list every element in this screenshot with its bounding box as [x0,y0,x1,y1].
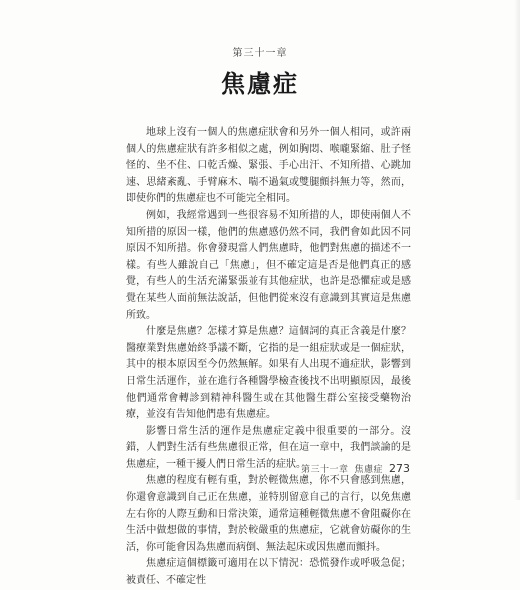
paragraph: 焦慮的程度有輕有重，對於輕微焦慮，你不只會感到焦慮，你還會意識到自己正在焦慮，並特別留意自己的言行，以免焦慮左右你的人際互動和日常決策，通常這種輕微焦慮不會阻礙你在生活中做想做的事情，對於較嚴重的焦慮症，它就會妨礙你的生活，你可能會因為焦慮而病倒、無法起床或因焦慮而顫抖。 [126,475,411,553]
chapter-number: 第三十一章 [232,48,288,59]
footer-chapter-title: 焦慮症 [354,465,383,475]
page-footer [301,462,410,475]
paragraph: 影響日常生活的運作是焦慮症定義中很重要的一部分。沒錯，人們對生活有些焦慮很正常，但在這一章中，我們談論的是焦慮症，一種干擾人們日常生活的症狀。 [126,425,411,470]
chapter-title: 焦慮症 [221,69,299,98]
paragraph: 例如，我經常遇到一些很容易不知所措的人，即使兩個人不知所措的原因一樣，他們的焦慮感仍然不同，我們會如此因不同原因不知所措。你會發現當人們焦慮時，他們對焦慮的描述不一樣。有些人雖說自己「焦慮」，但不確定這是否是他們真正的感覺，有些人的生活充滿緊張並有其他症狀，也許是恐懼症或是感覺在某些人面前無法說話，但他們從來沒有意識到其實這是焦慮所致。 [126,209,411,321]
page-number: 273 [389,462,410,475]
paragraph: 焦慮症這個標籤可適用在以下情況：恐慌發作或呼吸急促；被責任、不確定性 [126,558,411,587]
paragraph: 什麼是焦慮？怎樣才算是焦慮？這個詞的真正含義是什麼？醫療業對焦慮始終爭議不斷，它指的是一組症狀或是一個症狀，其中的根本原因至今仍然無解。如果有人出現不適症狀，影響到日常生活運作，並在進行各種醫學檢查後找不出明顯原因，最後他們通常會轉診到精神科醫生或在其他醫生群公室接受藥物治療，並沒有告知他們患有焦慮症。 [126,326,411,421]
footer-chapter-label: 第三十一章 [300,465,349,475]
body-text [126,125,411,590]
paragraph: 地球上沒有一個人的焦慮症狀會和另外一個人相同，或許兩個人的焦慮症狀有許多相似之處，例如胸悶、喉嚨緊縮、肚子怪怪的、坐不住、口乾舌燥、緊張、手心出汗、不知所措、心跳加速、思緒紊亂、手臂麻木、喘不過氣或雙腿顫抖無力等，然而，即使你們的焦慮症也不可能完全相同。 [126,127,411,205]
